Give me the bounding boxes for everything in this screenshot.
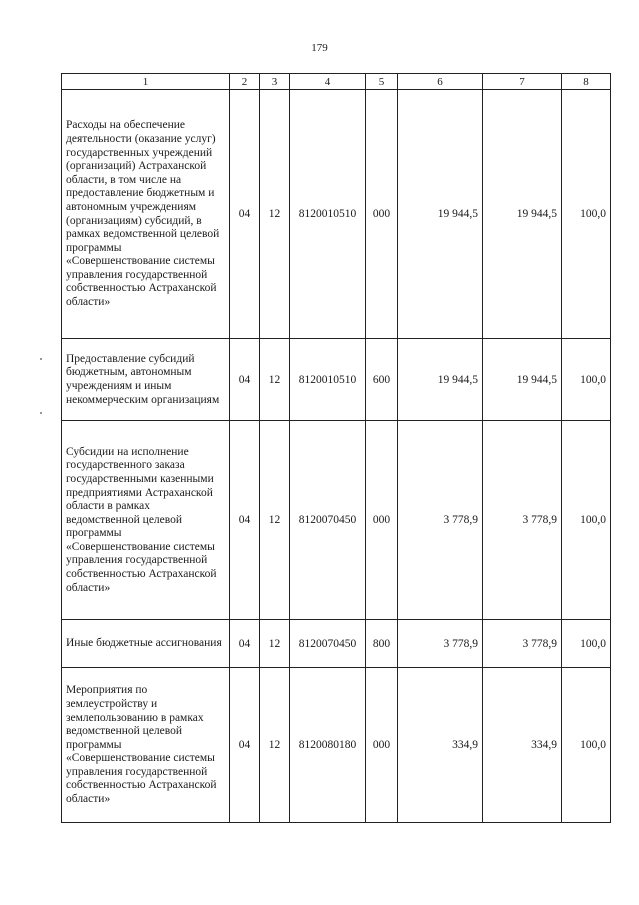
execution-percent: 100,0 bbox=[562, 620, 611, 668]
column-header: 7 bbox=[483, 74, 562, 90]
table-row bbox=[62, 668, 611, 823]
row-description: Иные бюджетные ассигнования bbox=[62, 620, 230, 668]
expense-type-code: 600 bbox=[366, 339, 398, 421]
target-code: 8120010510 bbox=[290, 90, 366, 339]
column-header: 3 bbox=[260, 74, 290, 90]
row-description: Мероприятия по землеустройству и землепользованию в рамках ведомственной целевой программы «Совершенствование системы управления государственной собственностью Астраханской области» bbox=[62, 668, 230, 823]
target-code: 8120080180 bbox=[290, 668, 366, 823]
section-code: 04 bbox=[230, 668, 260, 823]
actual-amount: 3 778,9 bbox=[483, 421, 562, 620]
table-header-row bbox=[62, 74, 611, 90]
scan-speck bbox=[40, 358, 42, 360]
column-header: 6 bbox=[398, 74, 483, 90]
subsection-code: 12 bbox=[260, 339, 290, 421]
expense-type-code: 000 bbox=[366, 90, 398, 339]
page-number: 179 bbox=[311, 42, 328, 54]
subsection-code: 12 bbox=[260, 668, 290, 823]
actual-amount: 3 778,9 bbox=[483, 620, 562, 668]
column-header: 4 bbox=[290, 74, 366, 90]
table-row bbox=[62, 421, 611, 620]
section-code: 04 bbox=[230, 421, 260, 620]
column-header: 8 bbox=[562, 74, 611, 90]
column-header: 5 bbox=[366, 74, 398, 90]
section-code: 04 bbox=[230, 339, 260, 421]
subsection-code: 12 bbox=[260, 421, 290, 620]
row-description: Субсидии на исполнение государственного заказа государственными казенными предприятиями Астраханской области в рамках ведомственной целевой программы «Совершенствование системы управления государственной собственностью Астраханской области» bbox=[62, 421, 230, 620]
table-row bbox=[62, 90, 611, 339]
execution-percent: 100,0 bbox=[562, 668, 611, 823]
actual-amount: 19 944,5 bbox=[483, 339, 562, 421]
scan-speck bbox=[40, 412, 42, 414]
subsection-code: 12 bbox=[260, 90, 290, 339]
expense-type-code: 000 bbox=[366, 421, 398, 620]
column-header: 2 bbox=[230, 74, 260, 90]
row-description: Предоставление субсидий бюджетным, автономным учреждениям и иным некоммерческим организациям bbox=[62, 339, 230, 421]
plan-amount: 334,9 bbox=[398, 668, 483, 823]
section-code: 04 bbox=[230, 90, 260, 339]
plan-amount: 3 778,9 bbox=[398, 620, 483, 668]
expense-type-code: 800 bbox=[366, 620, 398, 668]
target-code: 8120070450 bbox=[290, 620, 366, 668]
row-description: Расходы на обеспечение деятельности (оказание услуг) государственных учреждений (организаций) Астраханской области, в том числе на предоставление бюджетным и автономным учреждениям (организациям) субсидий, в рамках ведомственной целевой программы «Совершенствование системы управления государственной собственностью Астраханской области» bbox=[62, 90, 230, 339]
execution-percent: 100,0 bbox=[562, 421, 611, 620]
table-row bbox=[62, 620, 611, 668]
plan-amount: 3 778,9 bbox=[398, 421, 483, 620]
expense-type-code: 000 bbox=[366, 668, 398, 823]
actual-amount: 19 944,5 bbox=[483, 90, 562, 339]
actual-amount: 334,9 bbox=[483, 668, 562, 823]
budget-table bbox=[61, 73, 611, 823]
subsection-code: 12 bbox=[260, 620, 290, 668]
execution-percent: 100,0 bbox=[562, 339, 611, 421]
section-code: 04 bbox=[230, 620, 260, 668]
target-code: 8120070450 bbox=[290, 421, 366, 620]
column-header: 1 bbox=[62, 74, 230, 90]
plan-amount: 19 944,5 bbox=[398, 339, 483, 421]
target-code: 8120010510 bbox=[290, 339, 366, 421]
plan-amount: 19 944,5 bbox=[398, 90, 483, 339]
execution-percent: 100,0 bbox=[562, 90, 611, 339]
table-row bbox=[62, 339, 611, 421]
